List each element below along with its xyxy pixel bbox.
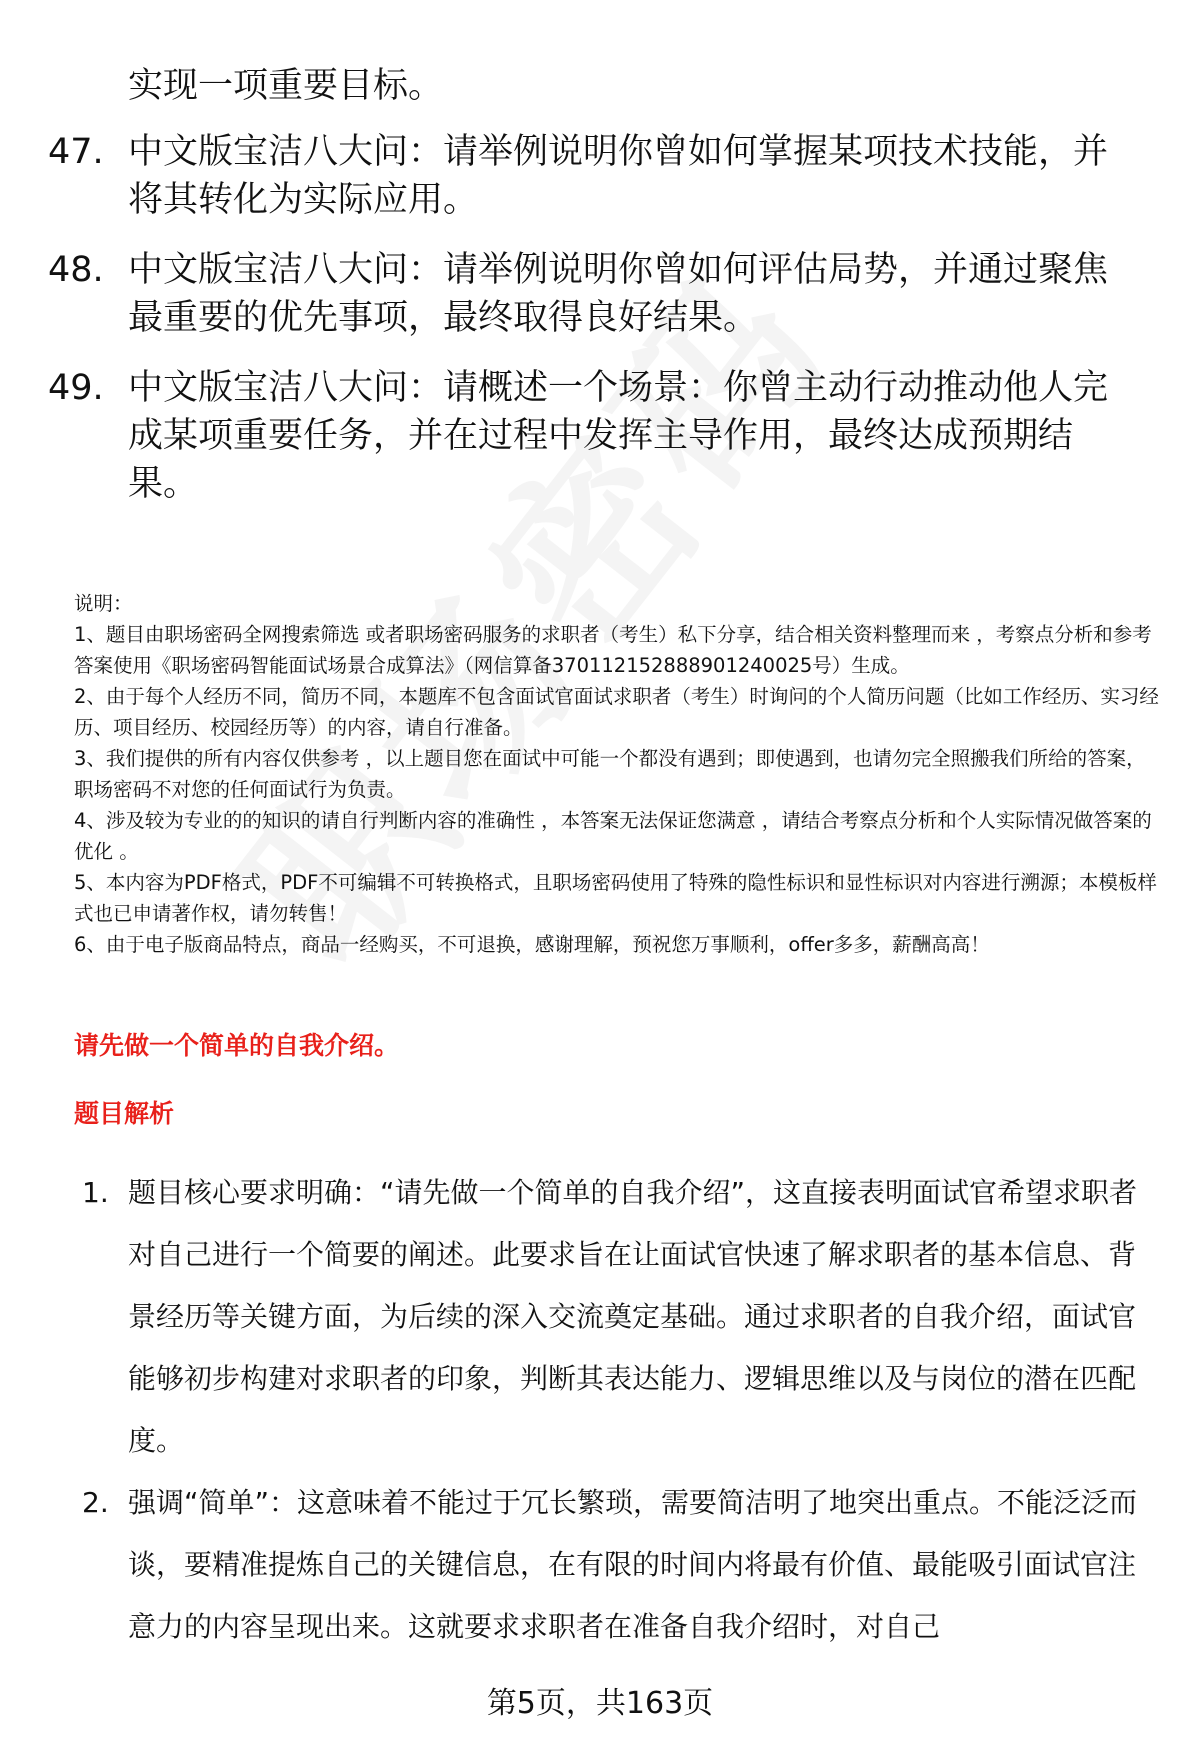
analysis-item — [82, 1162, 1162, 1472]
question-text: 中文版宝洁八大问：请概述一个场景：你曾主动行动推动他人完成某项重要任务，并在过程中发挥主导作用，最终达成预期结果。 — [128, 368, 1109, 504]
note-item: 1、题目由职场密码全网搜索筛选 或者职场密码服务的求职者（考生）私下分享，结合相关资料整理而来 ，考察点分析和参考答案使用《职场密码智能面试场景合成算法》（网信算备370112152888901240025号）生成。 — [74, 623, 1152, 677]
note-item: 4、涉及较为专业的的知识的请自行判断内容的准确性 ，本答案无法保证您满意 ，请结合考察点分析和个人实际情况做答案的优化 。 — [74, 809, 1152, 863]
notes-title: 说明： — [74, 592, 133, 615]
analysis-text: 题目核心要求明确：“请先做一个简单的自我介绍”，这直接表明面试官希望求职者对自己进行一个简要的阐述。此要求旨在让面试官快速了解求职者的基本信息、背景经历等关键方面，为后续的深入交流奠定基础。通过求职者的自我介绍，面试官能够初步构建对求职者的印象，判断其表达能力、逻辑思维以及与岗位的潜在匹配度。 — [128, 1176, 1138, 1457]
analysis-item — [82, 1472, 1162, 1658]
analysis-number: 1. — [82, 1176, 109, 1209]
analysis-text: 强调“简单”：这意味着不能过于冗长繁琐，需要简洁明了地突出重点。不能泛泛而谈，要精准提炼自己的关键信息，在有限的时间内将最有价值、最能吸引面试官注意力的内容呈现出来。这就要求求职者在准备自我介绍时，对自己 — [128, 1486, 1138, 1643]
note-item: 3、我们提供的所有内容仅供参考 ，以上题目您在面试中可能一个都没有遇到；即使遇到，也请勿完全照搬我们所给的答案，职场密码不对您的任何面试行为负责。 — [74, 747, 1146, 801]
question-item — [48, 364, 1158, 508]
analysis-title: 题目解析 — [74, 1099, 175, 1128]
notes-section — [74, 588, 1160, 960]
question-text: 中文版宝洁八大问：请举例说明你曾如何掌握某项技术技能，并将其转化为实际应用。 — [128, 132, 1109, 220]
note-item: 6、由于电子版商品特点，商品一经购买，不可退换，感谢理解，预祝您万事顺利，offer多多，薪酬高高！ — [74, 933, 990, 956]
question-text: 中文版宝洁八大问：请举例说明你曾如何评估局势，并通过聚焦最重要的优先事项，最终取得良好结果。 — [128, 250, 1109, 338]
question-item — [48, 128, 1158, 224]
note-item: 5、本内容为PDF格式，PDF不可编辑不可转换格式，且职场密码使用了特殊的隐性标识和显性标识对内容进行溯源；本模板样式也已申请著作权，请勿转售！ — [74, 871, 1157, 925]
analysis-number: 2. — [82, 1486, 109, 1519]
question-number: 47. — [48, 132, 104, 172]
note-item: 2、由于每个人经历不同，简历不同，本题库不包含面试官面试求职者（考生）时询问的个人简历问题（比如工作经历、实习经历、项目经历、校园经历等）的内容，请自行准备。 — [74, 685, 1159, 739]
continued-question-text: 实现一项重要目标。 — [128, 66, 444, 106]
question-number: 48. — [48, 250, 104, 290]
question-item — [48, 246, 1158, 342]
page-number: 第5页，共163页 — [486, 1686, 714, 1721]
question-title: 请先做一个简单的自我介绍。 — [74, 1031, 400, 1060]
question-number: 49. — [48, 368, 104, 408]
